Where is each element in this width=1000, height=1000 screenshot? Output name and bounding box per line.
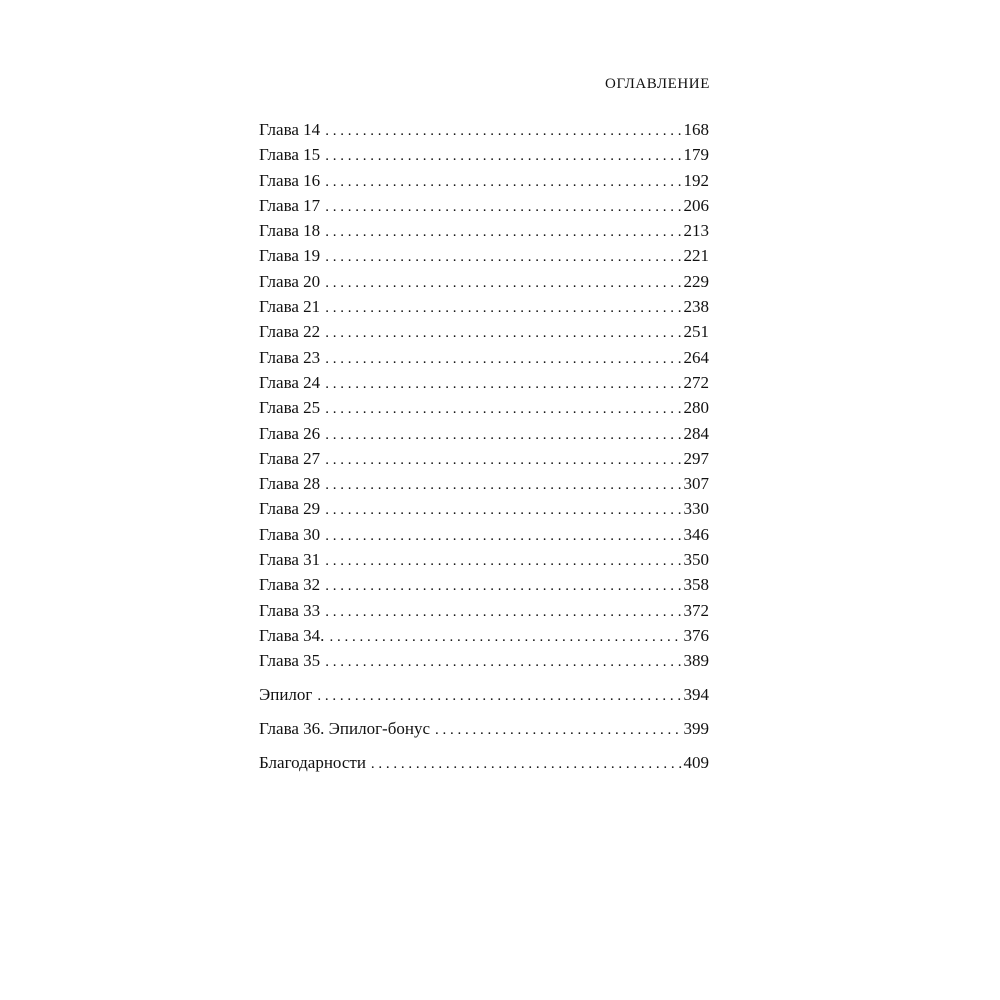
toc-entry-label: Эпилог — [259, 685, 313, 705]
toc-dot-leader — [325, 195, 681, 220]
toc-page-number: 350 — [683, 550, 709, 570]
toc-dot-leader — [325, 321, 681, 346]
toc-page-number: 264 — [683, 347, 709, 367]
toc-entry-label: Глава 20 — [259, 271, 321, 291]
toc-dot-leader — [317, 684, 681, 709]
toc-entry-label: Глава 23 — [259, 347, 321, 367]
toc-entry[interactable] — [259, 218, 709, 243]
toc-page-number: 213 — [683, 221, 709, 241]
toc-entry[interactable] — [259, 370, 709, 395]
toc-page-number: 272 — [683, 372, 709, 392]
toc-entry-label: Глава 25 — [259, 398, 321, 418]
toc-page-number: 206 — [683, 195, 709, 215]
toc-page-number: 229 — [683, 271, 709, 291]
toc-entry-label: Глава 34. — [259, 625, 325, 645]
toc-page-number: 168 — [683, 120, 709, 139]
toc-entry-label: Глава 24 — [259, 372, 321, 392]
toc-page-number: 297 — [683, 448, 709, 468]
toc-dot-leader — [325, 245, 681, 270]
toc-entry[interactable] — [259, 421, 709, 446]
toc-entry-label: Глава 32 — [259, 575, 321, 595]
toc-page-number: 346 — [683, 524, 709, 544]
toc-page-number: 409 — [683, 752, 709, 772]
toc-dot-leader — [325, 347, 681, 372]
toc-dot-leader — [325, 220, 681, 245]
toc-dot-leader — [329, 625, 681, 650]
toc-entry-label: Глава 31 — [259, 550, 321, 570]
toc-dot-leader — [325, 600, 681, 625]
running-head-title: ОГЛАВЛЕНИЕ — [605, 76, 710, 92]
toc-entry[interactable] — [259, 319, 709, 344]
toc-dot-leader — [325, 271, 681, 296]
toc-page-number: 376 — [683, 625, 709, 645]
toc-page-number: 330 — [683, 499, 709, 519]
toc-dot-leader — [325, 119, 681, 144]
toc-dot-leader — [325, 296, 681, 321]
toc-entry[interactable] — [259, 648, 709, 673]
toc-dot-leader — [371, 752, 682, 777]
toc-dot-leader — [325, 574, 681, 599]
toc-entry-label: Глава 14 — [259, 120, 321, 139]
toc-page-number: 284 — [683, 423, 709, 443]
toc-entry[interactable] — [259, 446, 709, 471]
toc-entry-epilogue[interactable] — [259, 682, 709, 707]
toc-dot-leader — [325, 498, 681, 523]
toc-entry[interactable] — [259, 294, 709, 319]
toc-entry-label: Глава 27 — [259, 448, 321, 468]
toc-entry[interactable] — [259, 496, 709, 521]
toc-page-number: 251 — [683, 322, 709, 342]
toc-page-number: 372 — [683, 600, 709, 620]
toc-entry-label: Глава 35 — [259, 651, 321, 671]
toc-entry-label: Глава 28 — [259, 474, 321, 494]
table-of-contents — [259, 117, 709, 775]
toc-page-number: 221 — [683, 246, 709, 266]
toc-entry[interactable] — [259, 572, 709, 597]
toc-entry-label: Глава 18 — [259, 221, 321, 241]
toc-page-number: 389 — [683, 651, 709, 671]
toc-dot-leader — [325, 397, 681, 422]
toc-dot-leader — [325, 650, 681, 675]
toc-entry[interactable] — [259, 168, 709, 193]
toc-page-number: 280 — [683, 398, 709, 418]
toc-entry-label: Благодарности — [259, 752, 366, 772]
toc-dot-leader — [435, 718, 681, 743]
toc-entry[interactable] — [259, 269, 709, 294]
toc-page-number: 399 — [683, 719, 709, 739]
toc-dot-leader — [325, 524, 681, 549]
toc-entry[interactable] — [259, 395, 709, 420]
toc-entry[interactable] — [259, 117, 709, 142]
toc-dot-leader — [325, 549, 681, 574]
toc-entry-label: Глава 22 — [259, 322, 321, 342]
toc-dot-leader — [325, 423, 681, 448]
toc-page-number: 179 — [683, 145, 709, 165]
toc-page-number: 238 — [683, 297, 709, 317]
toc-entry-label: Глава 33 — [259, 600, 321, 620]
toc-entry[interactable] — [259, 623, 709, 648]
toc-entry-label: Глава 36. Эпилог-бонус — [259, 719, 431, 739]
toc-entry-label: Глава 15 — [259, 145, 321, 165]
toc-entry-label: Глава 26 — [259, 423, 321, 443]
toc-page-number: 394 — [683, 685, 709, 705]
toc-page-number: 358 — [683, 575, 709, 595]
toc-page-number: 307 — [683, 474, 709, 494]
toc-dot-leader — [325, 170, 681, 195]
toc-dot-leader — [325, 372, 681, 397]
toc-entry-label: Глава 19 — [259, 246, 321, 266]
toc-entry[interactable] — [259, 243, 709, 268]
toc-entry-acknowledgements[interactable] — [259, 750, 709, 775]
toc-entry[interactable] — [259, 345, 709, 370]
toc-entry[interactable] — [259, 522, 709, 547]
toc-dot-leader — [325, 144, 681, 169]
toc-entry-label: Глава 21 — [259, 297, 321, 317]
toc-page-number: 192 — [683, 170, 709, 190]
toc-entry-label: Глава 29 — [259, 499, 321, 519]
toc-entry-bonus-epilogue[interactable] — [259, 716, 709, 741]
toc-entry-label: Глава 17 — [259, 195, 321, 215]
toc-entry[interactable] — [259, 547, 709, 572]
toc-entry[interactable] — [259, 193, 709, 218]
toc-entry-label: Глава 30 — [259, 524, 321, 544]
toc-entry[interactable] — [259, 142, 709, 167]
toc-entry[interactable] — [259, 471, 709, 496]
toc-entry-label: Глава 16 — [259, 170, 321, 190]
toc-dot-leader — [325, 448, 681, 473]
toc-entry[interactable] — [259, 598, 709, 623]
toc-dot-leader — [325, 473, 681, 498]
